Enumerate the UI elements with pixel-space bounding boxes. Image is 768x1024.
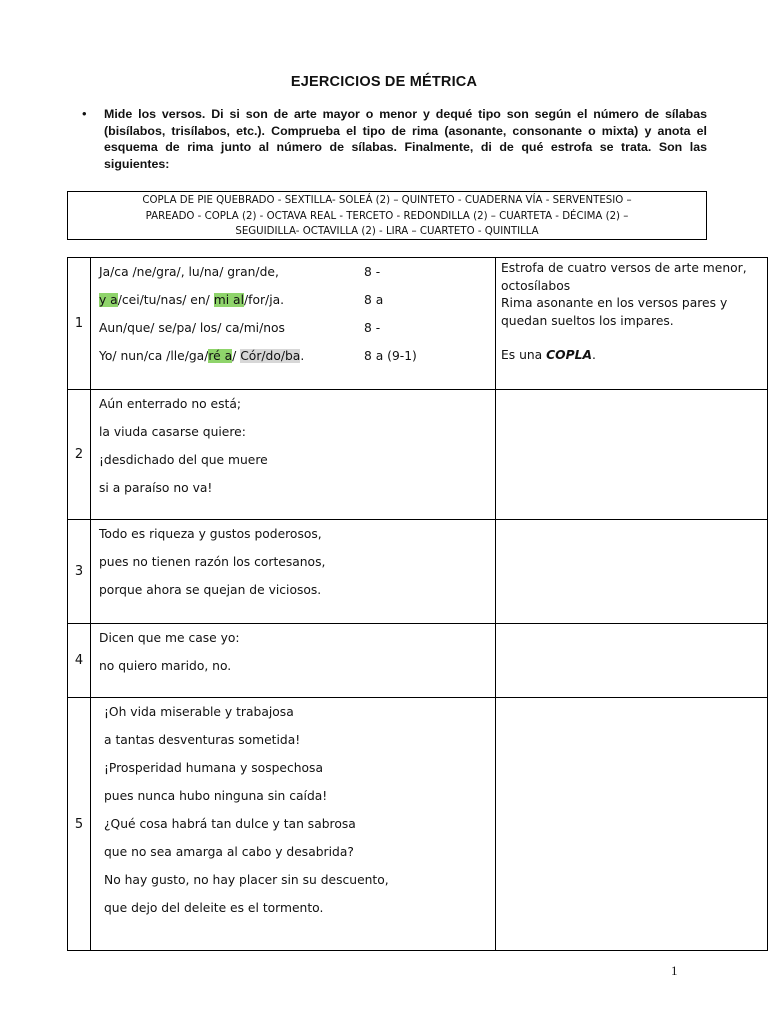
verse-line: porque ahora se quejan de viciosos. <box>99 583 322 597</box>
strophes-line-2: PAREADO - COPLA (2) - OCTAVA REAL - TERCETO - REDONDILLA (2) – CUARTETA - DÉCIMA (2) – <box>145 210 629 222</box>
answer-cell <box>496 624 768 698</box>
exercise-table <box>67 257 768 951</box>
verse-line: ¿Qué cosa habrá tan dulce y tan sabrosa <box>104 817 356 831</box>
instructions-text: Mide los versos. Di si son de arte mayor o menor y dequé tipo son según el número de sílabas (bisílabos, trisílabos, etc.). Comprueba el tipo de rima (asonante, consonante o mixta) y anota el esquema de rima junto al número de sílabas. Finalmente, di de qué estrofa se trata. Son las siguientes: <box>104 107 707 172</box>
answer-prefix: Es una <box>501 348 547 362</box>
synalepha-highlight: ré a <box>208 349 233 363</box>
row-number: 1 <box>68 258 91 390</box>
table-row <box>68 520 768 624</box>
table-row <box>68 258 768 390</box>
answer-conclusion <box>501 347 763 365</box>
verse-line <box>99 286 495 314</box>
verse-line <box>99 258 495 286</box>
verse-line: ¡desdichado del que muere <box>99 453 268 467</box>
answer-line: Rima asonante en los versos pares y quedan sueltos los impares. <box>501 296 728 328</box>
verses-cell <box>91 698 496 951</box>
verses-cell <box>91 258 496 390</box>
verse-text: /cei/tu/nas/ en/ <box>117 293 214 307</box>
table-row <box>68 698 768 951</box>
verse-line <box>99 314 495 342</box>
verse-line: que dejo del deleite es el tormento. <box>104 901 324 915</box>
verse-line: ¡Oh vida miserable y trabajosa <box>104 705 294 719</box>
synalepha-highlight: mi al <box>213 293 244 307</box>
answer-cell <box>496 258 768 390</box>
row-number: 4 <box>68 624 91 698</box>
verse-line: no quiero marido, no. <box>99 659 232 673</box>
row-number: 2 <box>68 390 91 520</box>
strophes-box <box>67 191 707 240</box>
verse-text: Ja/ca /ne/gra/, lu/na/ gran/de, <box>99 265 279 279</box>
instructions <box>78 106 707 173</box>
verses-cell <box>91 624 496 698</box>
strophes-line-3: SEGUIDILLA- OCTAVILLA (2) - LIRA – CUARTETO - QUINTILLA <box>235 226 539 238</box>
verse-line: Dicen que me case yo: <box>99 631 240 645</box>
verse-text: . <box>300 349 305 363</box>
page-title: EJERCICIOS DE MÉTRICA <box>290 74 478 90</box>
verse-line: Todo es riqueza y gustos poderosos, <box>99 527 322 541</box>
strophes-line-1: COPLA DE PIE QUEBRADO - SEXTILLA- SOLEÁ (2) – QUINTETO - CUADERNA VÍA - SERVENTESIO – <box>142 195 632 206</box>
verses-cell <box>91 390 496 520</box>
verse-line: la viuda casarse quiere: <box>99 425 246 439</box>
answer-cell <box>496 520 768 624</box>
bullet-icon: • <box>82 106 87 121</box>
stress-highlight: Cór/do/ba <box>240 349 301 363</box>
verse-line: ¡Prosperidad humana y sospechosa <box>104 761 323 775</box>
verse-line: si a paraíso no va! <box>99 481 213 495</box>
verse-line: que no sea amarga al cabo y desabrida? <box>104 845 354 859</box>
verse-text: Aun/que/ se/pa/ los/ ca/mi/nos <box>99 321 285 335</box>
verses-cell <box>91 520 496 624</box>
page-number: 1 <box>671 963 678 978</box>
synalepha-highlight: y a <box>99 293 118 307</box>
row-number: 3 <box>68 520 91 624</box>
table-row <box>68 624 768 698</box>
strophe-name: COPLA <box>546 348 592 362</box>
verse-text: /for/ja. <box>244 293 285 307</box>
table-row <box>68 390 768 520</box>
syllable-count: 8 a (9-1) <box>364 349 417 363</box>
answer-cell <box>496 390 768 520</box>
verse-line: a tantas desventuras sometida! <box>104 733 301 747</box>
verse-text: Yo/ nun/ca /lle/ga/ <box>99 349 209 363</box>
verse-line: pues no tienen razón los cortesanos, <box>99 555 326 569</box>
verse-line: No hay gusto, no hay placer sin su descuento, <box>104 873 389 887</box>
verse-line <box>99 342 495 370</box>
syllable-count: 8 - <box>364 321 381 335</box>
row-number: 5 <box>68 698 91 951</box>
answer-text <box>496 258 767 365</box>
answer-cell <box>496 698 768 951</box>
syllable-count: 8 a <box>364 293 384 307</box>
syllable-count: 8 - <box>364 265 381 279</box>
answer-suffix: . <box>591 348 596 362</box>
answer-line: Estrofa de cuatro versos de arte menor, octosílabos <box>501 261 747 293</box>
verse-text: / <box>232 349 241 363</box>
verse-line: Aún enterrado no está; <box>99 397 242 411</box>
verse-line: pues nunca hubo ninguna sin caída! <box>104 789 328 803</box>
